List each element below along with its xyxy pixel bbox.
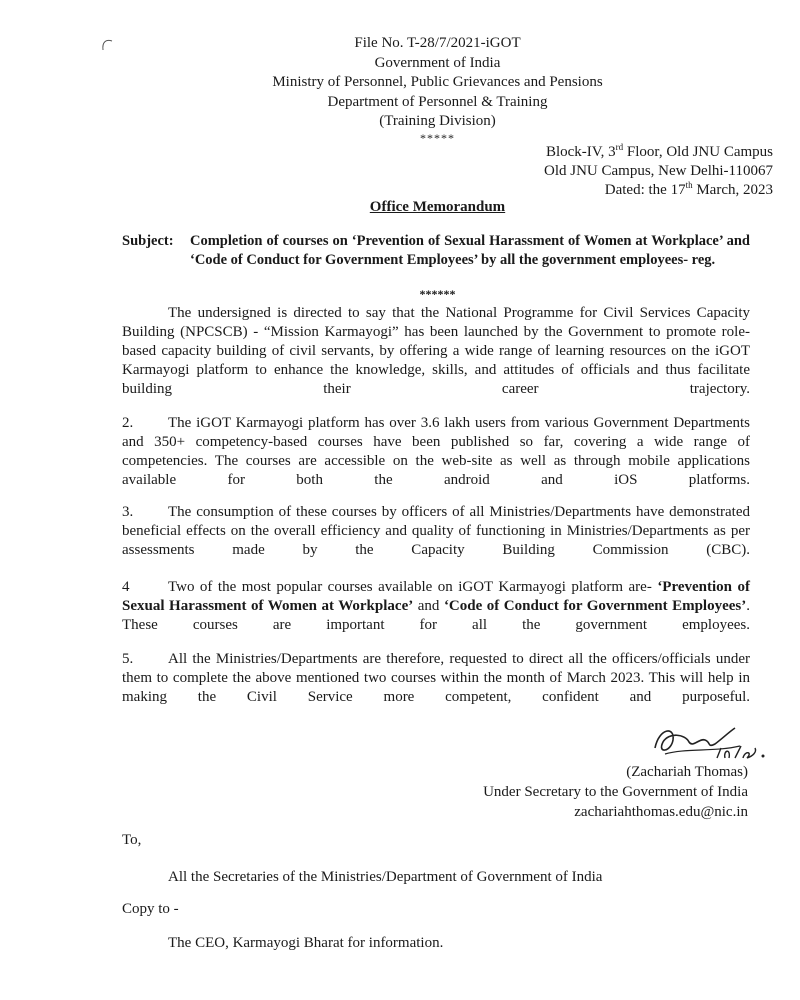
address-line-2: Old JNU Campus, New Delhi-110067 xyxy=(543,163,773,179)
signatory-name: (Zachariah Thomas) xyxy=(626,764,748,780)
file-number: File No. T-28/7/2021-iGOT xyxy=(354,35,521,51)
to-recipients: All the Secretaries of the Ministries/Department of Government of India xyxy=(168,869,603,885)
division-name: (Training Division) xyxy=(379,113,496,129)
signatory-email: zachariahthomas.edu@nic.in xyxy=(574,804,748,820)
paragraph-number: 5. xyxy=(122,651,134,667)
header-separator: ***** xyxy=(420,130,455,145)
subject-label: Subject: xyxy=(122,233,174,249)
paragraph-number: 3. xyxy=(122,504,134,520)
paragraph-5: 5. All the Ministries/Departments are therefore, requested to direct all the officers/officials under them to complete the above mentioned two courses within the month of March 2023. This will help in making the Civil Service more competent, confident and purposeful. xyxy=(122,651,750,705)
handwritten-signature xyxy=(645,718,775,768)
government-name: Government of India xyxy=(374,54,501,71)
copy-recipient: The CEO, Karmayogi Bharat for information. xyxy=(168,935,444,951)
date-line: Dated: the 17th March, 2023 xyxy=(604,180,773,198)
subject-separator: ****** xyxy=(419,287,456,301)
subject-text: Completion of courses on ‘Prevention of Sexual Harassment of Women at Workplace’ and ‘Code of Conduct for Government Employees’ by all the government employees- reg. xyxy=(190,233,750,268)
paragraph-2: 2. The iGOT Karmayogi platform has over 3.6 lakh users from various Government Departments and 350+ competency-based courses have been published so far, covering a wide range of competencies. The courses are accessible on the web-site as well as through mobile applications available for both the android and iOS platforms. xyxy=(122,415,750,488)
to-label: To, xyxy=(122,832,142,848)
paragraph-4: 4 Two of the most popular courses available on iGOT Karmayogi platform are- ‘Prevention of Sexual Harassment of Women at Workplace’ and ‘Code of Conduct for Government Employees’. These courses are important for all the government employees. xyxy=(122,579,750,633)
address-line-1: Block-IV, 3rd Floor, Old JNU Campus xyxy=(545,142,773,160)
paragraph-number: 4 xyxy=(122,579,130,595)
paragraph-number: 2. xyxy=(122,415,134,431)
signatory-block xyxy=(483,762,748,822)
course-title-posh: ‘Prevention of Sexual Harassment of Women at Workplace’ xyxy=(122,579,750,614)
department-name: Department of Personnel & Training xyxy=(327,93,548,110)
paragraph-3: 3. The consumption of these courses by officers of all Ministries/Departments have demonstrated beneficial effects on the overall efficiency and quality of functioning in Ministries/Departments as per assessments made by the Capacity Building Commission (CBC). xyxy=(122,504,750,558)
signatory-designation: Under Secretary to the Government of India xyxy=(483,784,748,800)
memo-title: Office Memorandum xyxy=(369,199,506,215)
ministry-name: Ministry of Personnel, Public Grievances and Pensions xyxy=(272,74,603,90)
paragraph-1: The undersigned is directed to say that the National Programme for Civil Services Capacity Building (NPCSCB) - “Mission Karmayogi” has been launched by the Government to promote role-based capacity building of civil servants, by offering a wide range of learning resources on the iGOT Karmayogi platform to enhance the knowledge, skills, and attitudes of officials and thus facilitate building their career trajectory. xyxy=(122,305,750,397)
office-address xyxy=(544,143,773,200)
subject-block xyxy=(122,232,750,270)
course-title-conduct: ‘Code of Conduct for Government Employees’ xyxy=(443,598,747,614)
copy-to-label: Copy to - xyxy=(122,901,179,917)
letterhead xyxy=(0,34,800,144)
